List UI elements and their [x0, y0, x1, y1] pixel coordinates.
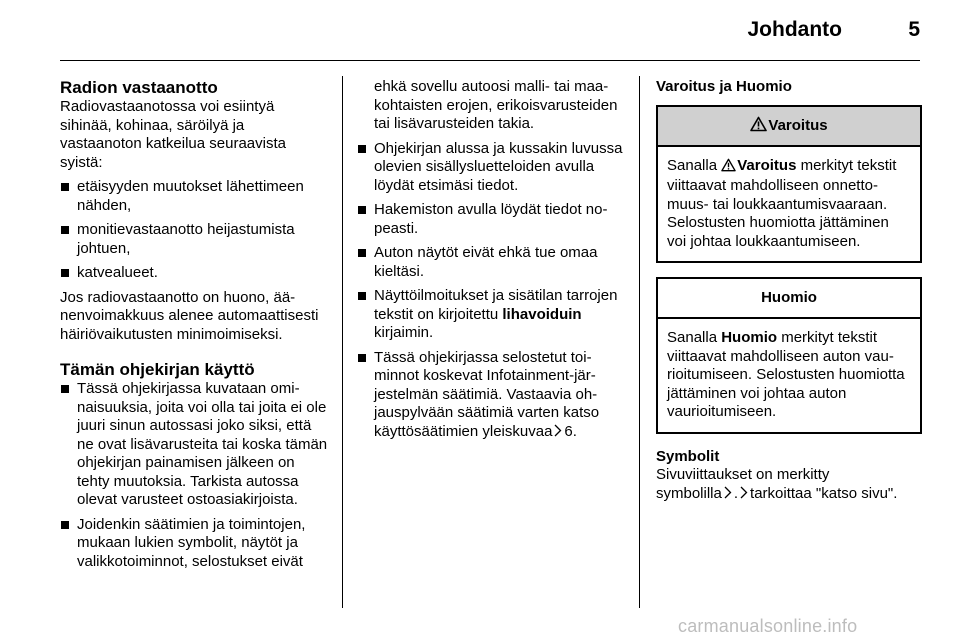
- text-run: symbolilla: [656, 484, 722, 502]
- chapter-title: Johdanto: [747, 18, 842, 41]
- list-item: [357, 287, 625, 343]
- list-item: Ohjekirjan alussa ja kussakin luvussa olevien sisällysluetteloiden avulla löydät etsimäsi tiedot.: [357, 140, 625, 196]
- column-divider: [342, 76, 343, 608]
- list-item: Hakemiston avulla löydät tiedot nopeasti.: [357, 201, 625, 238]
- section-heading-warnings: Varoitus ja Huomio: [656, 78, 792, 95]
- text-run: merkityt tekstit viittaavat mahdolliseen auton vaurioitumiseen. Selostusten huomiotta jättäminen voi johtaa auton vaurioitumiseen.: [667, 329, 905, 420]
- notice-box-header: Huomio: [658, 279, 920, 319]
- column-right: [656, 78, 922, 504]
- watermark: carmanualsonline.info: [678, 616, 858, 636]
- column-left: [60, 78, 328, 577]
- text-run: Näyttöilmoitukset ja sisätilan tarrojen tekstit on kirjoitettu: [374, 287, 618, 323]
- page-reference: 6.: [564, 422, 577, 440]
- bold-text-run: lihavoiduin: [502, 305, 582, 323]
- page-header: [0, 0, 960, 60]
- list-item: etäisyyden muutokset lähettimeen nähden,: [60, 178, 328, 215]
- text-run: Tässä ohjekirjassa selostetut toiminnot koskevat Infotainment-järjestelmän säätimiä. Vastaavia ohjauspylvään säätimiä varten katso käyttösäätimien yleiskuvaa: [374, 348, 600, 440]
- text-run: merkityt tekstit viittaavat mahdolliseen onnettomuus- tai loukkaantumisvaaraan. Selostusten huomiotta jättäminen voi johtaa loukkaantumiseen.: [667, 156, 897, 250]
- page-reference-arrow-icon: [740, 486, 748, 505]
- section-heading-symbols: Symbolit: [656, 447, 720, 465]
- list-item: katvealueet.: [60, 264, 328, 283]
- list-item: Auton näytöt eivät ehkä tue omaa kieltäsi.: [357, 244, 625, 281]
- notice-box-body: [658, 319, 920, 432]
- usage-list-continued: [357, 140, 625, 443]
- text-run: tarkoittaa "katso sivu".: [750, 484, 898, 502]
- usage-list: [60, 380, 328, 571]
- list-item: [357, 349, 625, 443]
- section-heading-radio: Radion vastaanotto: [60, 78, 218, 97]
- radio-intro-paragraph: Radiovastaanotossa voi esiintyä sihinää, kohinaa, säröilyä ja vastaanoton katkeilua seuraavista syistä:: [60, 98, 286, 171]
- page-reference-arrow-icon: [724, 486, 732, 505]
- header-divider: [60, 60, 920, 61]
- notice-box: [656, 277, 922, 434]
- warning-box: [656, 105, 922, 264]
- warning-box-body: [658, 147, 920, 262]
- column-divider: [639, 76, 640, 608]
- symbols-line-2: [656, 485, 922, 505]
- warning-box-header: [658, 107, 920, 147]
- warning-box-title: Varoitus: [768, 116, 828, 134]
- page-number: 5: [908, 18, 920, 41]
- bold-text-run: Varoitus: [737, 156, 797, 174]
- radio-outro-paragraph: Jos radiovastaanotto on huono, äänenvoimakkuus alenee automaattisesti häiriövaikutusten minimoimiseksi.: [60, 288, 319, 343]
- warning-triangle-icon: [721, 158, 736, 178]
- text-run: Sanalla: [667, 156, 722, 174]
- list-item: monitievastaanotto heijastumista johtuen,: [60, 221, 328, 258]
- text-run: Sanalla: [667, 329, 722, 346]
- list-item: Tässä ohjekirjassa kuvataan ominaisuuksia, joita voi olla tai joita ei ole juuri sinun autossasi joko siksi, että ne ovat lisävarusteita tai koska tämän ohjekirjan painamisen jälkeen on tehty muutoksia. Tarkista autossa olevat varusteet ostoasiakirjoista.: [60, 380, 328, 510]
- radio-causes-list: [60, 178, 328, 283]
- warning-triangle-icon: [750, 109, 767, 147]
- continued-list-text: ehkä sovellu autoosi malli- tai maakohtaisten erojen, erikoisvarusteiden tai lisävarusteiden takia.: [374, 78, 618, 132]
- page-reference-arrow-icon: [554, 424, 562, 443]
- text-run: .: [733, 484, 739, 502]
- column-middle: [357, 78, 625, 448]
- symbols-line-1: Sivuviittaukset on merkitty: [656, 466, 830, 483]
- section-heading-usage: Tämän ohjekirjan käyttö: [60, 360, 255, 379]
- text-run: kirjaimin.: [374, 324, 434, 341]
- list-item: Joidenkin säätimien ja toimintojen, mukaan lukien symbolit, näytöt ja valikkotoiminnot, selostukset eivät: [60, 516, 328, 572]
- bold-text-run: Huomio: [721, 329, 778, 346]
